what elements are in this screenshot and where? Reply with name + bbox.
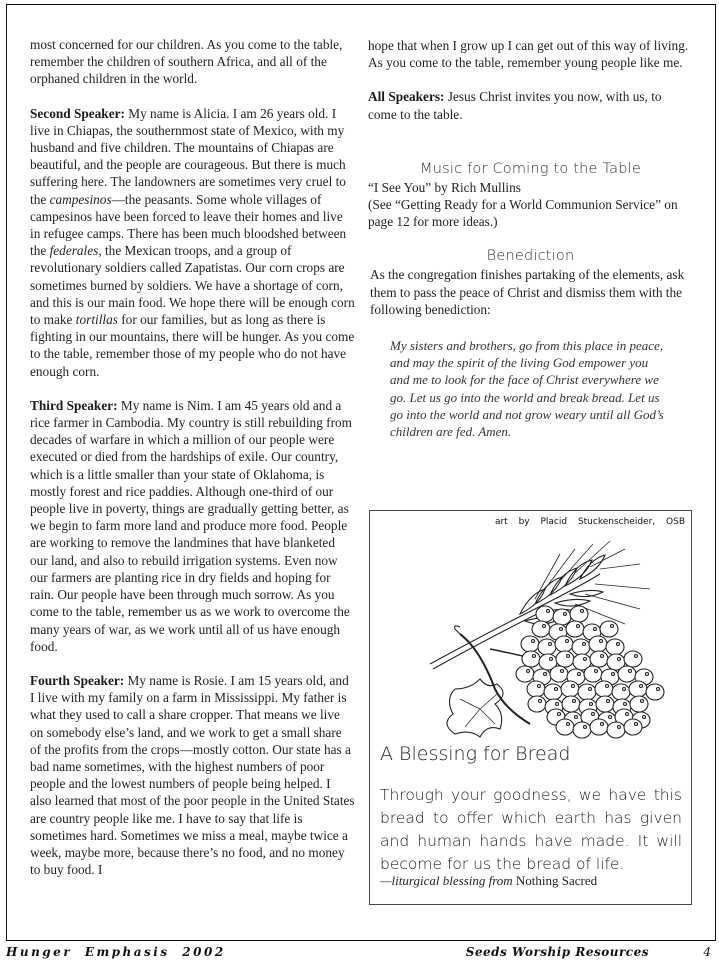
grape bbox=[536, 606, 554, 622]
grape-highlight bbox=[635, 655, 638, 658]
grape bbox=[562, 696, 580, 712]
grape-highlight bbox=[595, 670, 598, 673]
benediction-intro: As the congregation finishes partaking of the elements, ask them to pass the peace of Christ and dismiss them with the following benediction: bbox=[370, 267, 685, 317]
continuation-paragraph: hope that when I grow up I can get out of this way of living. As you come to the table, remember young people like me. bbox=[368, 38, 689, 71]
grape bbox=[532, 621, 550, 637]
grape-highlight bbox=[618, 658, 621, 661]
grape-highlight bbox=[584, 726, 587, 729]
art-credit: art by Placid Stuckenscheider, OSB bbox=[494, 517, 685, 527]
grape bbox=[630, 696, 648, 712]
footer-left: Hunger Emphasis 2002 bbox=[6, 945, 226, 959]
grape bbox=[618, 666, 636, 682]
grape-highlight bbox=[643, 716, 646, 719]
grape-highlight bbox=[547, 610, 550, 613]
grape-highlight bbox=[533, 655, 536, 658]
grape-highlight bbox=[558, 713, 561, 716]
second-speaker-paragraph bbox=[30, 105, 355, 380]
music-note: (See “Getting Ready for a World Communion Service” on page 12 for more ideas.) bbox=[368, 197, 678, 230]
grape-highlight bbox=[623, 688, 626, 691]
grape bbox=[624, 651, 642, 667]
grape bbox=[578, 684, 596, 700]
grape-highlight bbox=[606, 685, 609, 688]
grape-highlight bbox=[641, 700, 644, 703]
grape-highlight bbox=[629, 670, 632, 673]
wheat-and-grapes-illustration bbox=[425, 539, 690, 739]
grape-highlight bbox=[527, 670, 530, 673]
grape-highlight bbox=[626, 713, 629, 716]
grape bbox=[544, 684, 562, 700]
grape-highlight bbox=[581, 610, 584, 613]
blessing-source bbox=[380, 873, 597, 889]
grape-highlight bbox=[609, 716, 612, 719]
grape bbox=[612, 684, 630, 700]
blessing-title: A Blessing for Bread bbox=[380, 743, 571, 765]
grape-highlight bbox=[600, 640, 603, 643]
grape bbox=[573, 722, 591, 738]
grape bbox=[589, 636, 607, 652]
grape bbox=[607, 722, 625, 738]
grape bbox=[624, 719, 642, 735]
speaker-text: My name is Nim. I am 45 years old and a rice farmer in Cambodia. My country is still rebuilding from decades of warfare in which a million of our people were executed or died from the hardships of exile. Our country, which is a little smaller than your state of Oklahoma, is mostly forest and rice paddies. Although one-third of our people live in poverty, things are gradually getting better, as we begin to farm more land and produce more food. People are working to remove the landmines that have blanketed our land, and also to rebuild irrigation systems. Even now our farmers are planting rice in dry fields and hoping for rain. Our people have been through much sorrow. As you come to the table, remember us as we work to overcome the many years of war, as we work until all of us have enough food. bbox=[30, 397, 353, 654]
grape-highlight bbox=[617, 643, 620, 646]
speaker-text: My name is Alicia. I am 26 years old. I live in Chiapas, the southernmost state of Mexico, with my husband and five children. The mountains of Chiapas are beautiful, and the people are courageous. But there is much suffering here. The landowners are sometimes very cruel to the bbox=[30, 105, 346, 207]
music-heading: Music for Coming to the Table bbox=[420, 160, 641, 177]
all-speakers-paragraph bbox=[368, 88, 693, 122]
grape bbox=[556, 719, 574, 735]
grape-highlight bbox=[607, 700, 610, 703]
grape-cluster bbox=[516, 606, 664, 738]
grape-highlight bbox=[573, 700, 576, 703]
grape bbox=[629, 681, 647, 697]
grape-highlight bbox=[555, 688, 558, 691]
grape-highlight bbox=[561, 670, 564, 673]
leaf-vein bbox=[460, 694, 497, 727]
speaker-text: My name is Rosie. I am 15 years old, and I live with my family on a farm in Mississippi. My father is what they used to call a share cropper. That means we live on somebody else’s land, and we work to get a small share of the profits from the crops—mostly cotton. Our state has a bad name sometimes, with the highest numbers of poor people and the lowest numbers of people being helped. I also learned that most of the poor people in the United States are country people like me. I have to say that life is sometimes hard. Sometimes we miss a meal, maybe twice a week, maybe more, because there’s no food, and no money to buy food. I bbox=[30, 672, 355, 878]
source-title: Nothing Sacred bbox=[512, 873, 598, 888]
grape bbox=[600, 621, 618, 637]
grape-highlight bbox=[611, 625, 614, 628]
grape bbox=[516, 666, 534, 682]
grape bbox=[646, 684, 664, 700]
grape-highlight bbox=[640, 685, 643, 688]
grape-highlight bbox=[549, 643, 552, 646]
source-attribution: —liturgical blessing from bbox=[380, 873, 513, 888]
grape-highlight bbox=[584, 658, 587, 661]
italic-term: federales bbox=[49, 243, 99, 259]
grape-highlight bbox=[532, 640, 535, 643]
right-column bbox=[368, 37, 693, 440]
grape-highlight bbox=[544, 673, 547, 676]
grape bbox=[566, 621, 584, 637]
grape-highlight bbox=[601, 723, 604, 726]
speaker-text: —the peasants. Some whole villages of campesinos have been forced to leave their homes and live in refugee camps. There has been much bloodshed between the bbox=[30, 191, 347, 259]
benediction-text: My sisters and brothers, go from this place in peace, and may the spirit of the living God empower you and me to look for the face of Christ everywhere we go. Let us go into the world and break bread. Let us go into the world and not grow weary until all God’s children are fed. Amen. bbox=[390, 338, 664, 440]
grape bbox=[556, 651, 574, 667]
grape bbox=[595, 681, 613, 697]
grape-highlight bbox=[575, 716, 578, 719]
grape-highlight bbox=[594, 628, 597, 631]
grape-highlight bbox=[624, 703, 627, 706]
grape-highlight bbox=[567, 655, 570, 658]
speaker-text: Jesus Christ invites you now, with us, to come to the table. bbox=[368, 89, 662, 122]
grape bbox=[521, 636, 539, 652]
intro-paragraph: most concerned for our children. As you come to the table, remember the children of southern Africa, and all of the orphaned children in the world. bbox=[30, 37, 343, 87]
page-number: 4 bbox=[703, 945, 711, 959]
grape bbox=[590, 651, 608, 667]
blessing-body: Through your goodness, we have this bread to offer which earth has given and human hands have made. It will become for us the bread of life. bbox=[380, 786, 682, 873]
grape-highlight bbox=[572, 685, 575, 688]
speaker-label: Fourth Speaker: bbox=[30, 672, 125, 688]
grape bbox=[561, 681, 579, 697]
music-song: “I See You” by Rich Mullins bbox=[368, 179, 521, 195]
speaker-text: , the Mexican troops, and a group of revolutionary soldiers called Zapatistas. Our corn crops are sometimes burned by soldiers. We have a shortage of corn, and this is our main food. We hope there will be enough corn to make bbox=[30, 243, 355, 328]
grape bbox=[522, 651, 540, 667]
grape bbox=[572, 639, 590, 655]
grape-highlight bbox=[564, 613, 567, 616]
grape-highlight bbox=[566, 640, 569, 643]
grape-highlight bbox=[567, 723, 570, 726]
grape-highlight bbox=[589, 688, 592, 691]
grape bbox=[590, 719, 608, 735]
grape bbox=[606, 639, 624, 655]
grape-highlight bbox=[635, 723, 638, 726]
grape bbox=[555, 636, 573, 652]
grape-highlight bbox=[539, 700, 542, 703]
grape-highlight bbox=[550, 658, 553, 661]
grape-highlight bbox=[538, 685, 541, 688]
italic-term: tortillas bbox=[75, 312, 118, 328]
benediction-heading: Benediction bbox=[486, 248, 575, 265]
grape-highlight bbox=[560, 628, 563, 631]
grape-highlight bbox=[646, 673, 649, 676]
grape bbox=[538, 639, 556, 655]
fourth-speaker-paragraph bbox=[30, 672, 355, 878]
grape-highlight bbox=[577, 625, 580, 628]
grape-highlight bbox=[543, 625, 546, 628]
speaker-label: All Speakers: bbox=[368, 89, 445, 105]
grape bbox=[570, 606, 588, 622]
grape-highlight bbox=[618, 726, 621, 729]
speaker-text: for our families, but as long as there is fighting in our mountains, there will be hunger. As you come to the table, remember those of my people who do not have enough corn. bbox=[30, 312, 355, 379]
third-speaker-paragraph bbox=[30, 397, 355, 655]
grape-highlight bbox=[657, 688, 660, 691]
grape-highlight bbox=[612, 673, 615, 676]
grape-highlight bbox=[583, 643, 586, 646]
grape bbox=[584, 666, 602, 682]
grape-highlight bbox=[556, 703, 559, 706]
italic-term: campesinos bbox=[49, 191, 112, 207]
grape-highlight bbox=[578, 673, 581, 676]
speaker-label: Second Speaker: bbox=[30, 105, 125, 121]
grape bbox=[553, 609, 571, 625]
grape bbox=[528, 696, 546, 712]
grape-highlight bbox=[601, 655, 604, 658]
left-column bbox=[30, 36, 355, 895]
grape bbox=[527, 681, 545, 697]
grape-highlight bbox=[590, 703, 593, 706]
vine-stem bbox=[455, 626, 465, 639]
grape-highlight bbox=[592, 713, 595, 716]
grape bbox=[596, 696, 614, 712]
footer-right: Seeds Worship Resources bbox=[465, 945, 649, 959]
speaker-label: Third Speaker: bbox=[30, 397, 118, 413]
blessing-box bbox=[369, 510, 692, 905]
grape bbox=[550, 666, 568, 682]
